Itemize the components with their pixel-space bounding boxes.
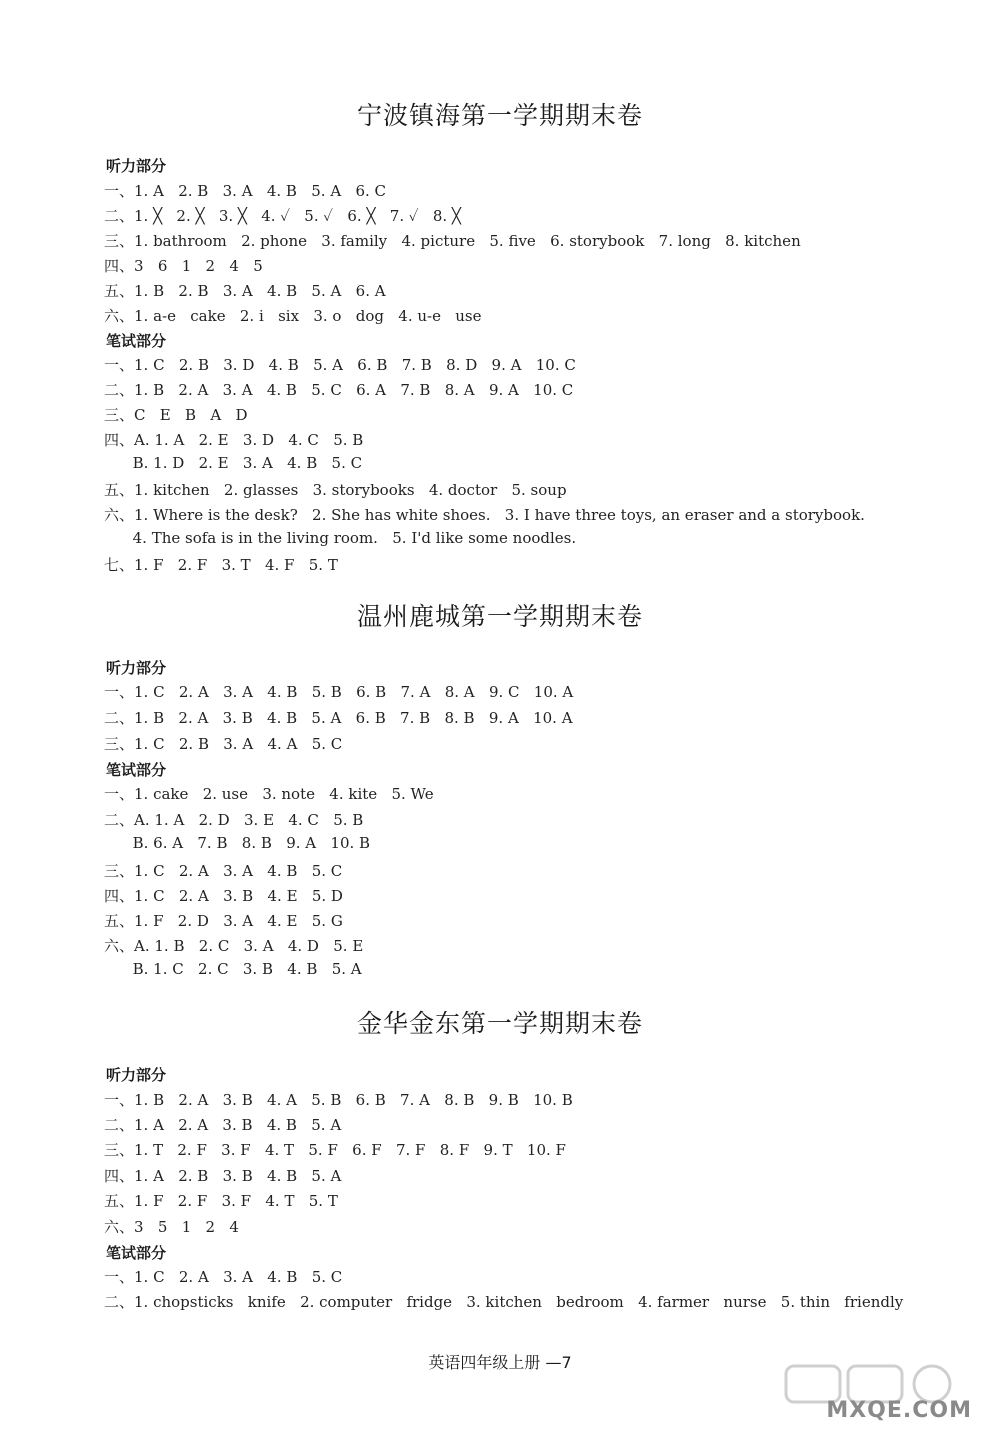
answer-line: 二、1. ╳ 2. ╳ 3. ╳ 4. ✓ 5. ✓ 6. ╳ 7. ✓ 8. ╳ [104,207,461,225]
answer-line: 五、1. kitchen 2. glasses 3. storybooks 4. doctor 5. soup [104,481,567,499]
answer-line: 4. The sofa is in the living room. 5. I'd like some noodles. [104,529,577,547]
section2-writing-label: 笔试部分 [106,761,167,779]
answer-line: 六、1. a-e cake 2. i six 3. o dog 4. u-e use [104,307,482,325]
answer-line: 一、1. C 2. A 3. A 4. B 5. B 6. B 7. A 8. A 9. C 10. A [104,683,574,701]
answer-line: B. 1. D 2. E 3. A 4. B 5. C [104,454,363,472]
answer-line: 六、A. 1. B 2. C 3. A 4. D 5. E [104,937,364,955]
watermark-text: MXQE.COM [826,1398,972,1423]
section3-writing-label: 笔试部分 [106,1244,167,1262]
section1-title: 宁波镇海第一学期期末卷 [356,101,643,130]
answer-line: 一、1. cake 2. use 3. note 4. kite 5. We [104,785,434,803]
answer-line: 二、A. 1. A 2. D 3. E 4. C 5. B [104,811,364,829]
section3-title: 金华金东第一学期期末卷 [356,1009,643,1038]
answer-line: 六、3 5 1 2 4 [104,1218,239,1236]
section1-writing-label: 笔试部分 [106,332,167,350]
answer-line: 五、1. F 2. D 3. A 4. E 5. G [104,912,343,930]
answer-line: 七、1. F 2. F 3. T 4. F 5. T [104,556,338,574]
page-footer: 英语四年级上册 —7 [428,1353,572,1372]
answer-line: 五、1. F 2. F 3. F 4. T 5. T [104,1192,338,1210]
answer-line: 一、1. B 2. A 3. B 4. A 5. B 6. B 7. A 8. B 9. B 10. B [104,1091,573,1109]
answer-line: 三、1. T 2. F 3. F 4. T 5. F 6. F 7. F 8. F 9. T 10. F [104,1141,566,1159]
answer-line: 二、1. B 2. A 3. A 4. B 5. C 6. A 7. B 8. A 9. A 10. C [104,381,574,399]
answer-line: 一、1. C 2. A 3. A 4. B 5. C [104,1268,343,1286]
answer-line: 六、1. Where is the desk? 2. She has white shoes. 3. I have three toys, an eraser and a storybook. [104,506,865,524]
section3-listening-label: 听力部分 [106,1066,167,1084]
answer-line: B. 6. A 7. B 8. B 9. A 10. B [104,834,371,852]
answer-line: 三、C E B A D [104,406,248,424]
answer-line: 四、3 6 1 2 4 5 [104,257,263,275]
answer-line: 三、1. bathroom 2. phone 3. family 4. picture 5. five 6. storybook 7. long 8. kitchen [104,232,801,250]
answer-line: 二、1. A 2. A 3. B 4. B 5. A [104,1116,342,1134]
answer-line: 三、1. C 2. A 3. A 4. B 5. C [104,862,343,880]
answer-line: 一、1. C 2. B 3. D 4. B 5. A 6. B 7. B 8. D 9. A 10. C [104,356,576,374]
answer-line: 二、1. B 2. A 3. B 4. B 5. A 6. B 7. B 8. B 9. A 10. A [104,709,573,727]
section1-listening-label: 听力部分 [106,157,167,175]
answer-line: 三、1. C 2. B 3. A 4. A 5. C [104,735,343,753]
answer-line: 五、1. B 2. B 3. A 4. B 5. A 6. A [104,282,386,300]
section2-title: 温州鹿城第一学期期末卷 [356,602,643,631]
answer-line: B. 1. C 2. C 3. B 4. B 5. A [104,960,362,978]
answer-line: 四、1. A 2. B 3. B 4. B 5. A [104,1167,342,1185]
answer-line: 一、1. A 2. B 3. A 4. B 5. A 6. C [104,182,387,200]
answer-line: 四、A. 1. A 2. E 3. D 4. C 5. B [104,431,364,449]
section2-listening-label: 听力部分 [106,659,167,677]
answer-line: 二、1. chopsticks knife 2. computer fridge 3. kitchen bedroom 4. farmer nurse 5. thin friendly [104,1293,904,1311]
answer-line: 四、1. C 2. A 3. B 4. E 5. D [104,887,343,905]
